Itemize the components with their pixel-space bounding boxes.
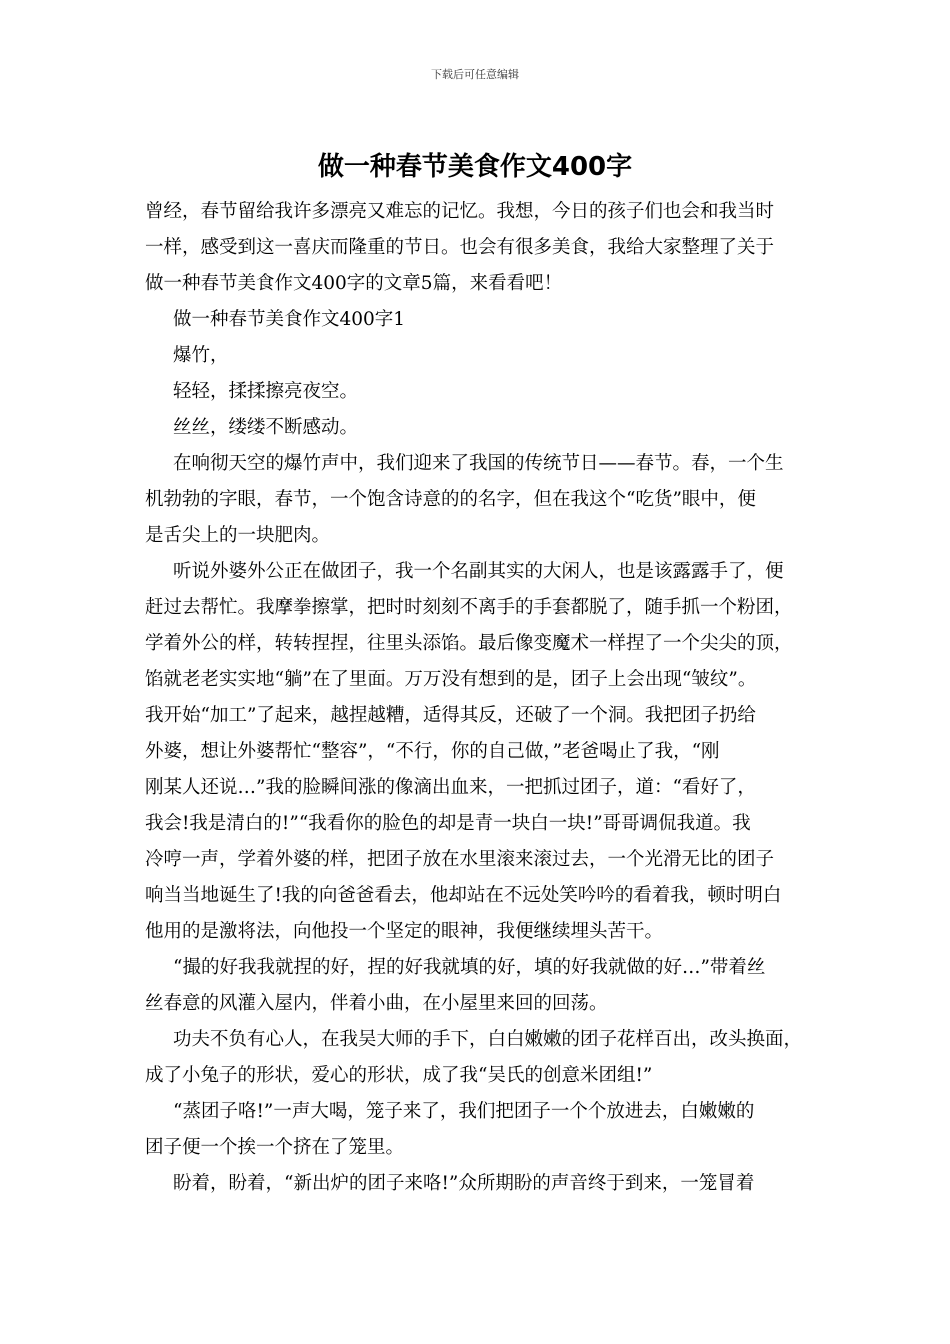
text-line: 团子便一个挨一个挤在了笼里。: [145, 1137, 405, 1158]
text-line: 成了小兔子的形状，爱心的形状，成了我“吴氏的创意米团组!”: [145, 1065, 653, 1086]
text-line: 他用的是激将法，向他投一个坚定的眼神，我便继续埋头苦干。: [145, 921, 664, 942]
text-line: 听说外婆外公正在做团子，我一个名副其实的大闲人，也是该露露手了，便: [173, 561, 784, 582]
text-line: 学着外公的样，转转捏捏，往里头添馅。最后像变魔术一样捏了一个尖尖的顶，: [145, 633, 793, 654]
document-body: [145, 194, 819, 1202]
text-line: 丝春意的风灌入屋内，伴着小曲，在小屋里来回的回荡。: [145, 993, 608, 1014]
text-line: 丝丝，缕缕不断感动。: [173, 417, 359, 438]
text-line: 赶过去帮忙。我摩拳擦掌，把时时刻刻不离手的手套都脱了，随手抓一个粉团，: [145, 597, 793, 618]
text-line: 曾经，春节留给我许多漂亮又难忘的记忆。我想，今日的孩子们也会和我当时: [145, 201, 775, 222]
text-line: 做一种春节美食作文400字的文章5篇，来看看吧！: [145, 273, 563, 294]
text-line: 我会!我是清白的!”“我看你的脸色的却是青一块白一块!”哥哥调侃我道。我: [145, 813, 751, 834]
text-line: 我开始“加工”了起来，越捏越糟，适得其反，还破了一个洞。我把团子扔给: [145, 705, 756, 726]
text-line: “撮的好我我就捏的好，捏的好我就填的好，填的好我就做的好…”带着丝: [173, 957, 766, 978]
text-line: 一样，感受到这一喜庆而隆重的节日。也会有很多美食，我给大家整理了关于: [145, 237, 775, 258]
text-line: 功夫不负有心人，在我吴大师的手下，白白嫩嫩的团子花样百出，改头换面，: [173, 1029, 803, 1050]
text-line: 刚某人还说…”我的脸瞬间涨的像滴出血来，一把抓过团子，道：“看好了，: [145, 777, 756, 798]
text-line: 爆竹，: [173, 345, 229, 366]
text-line: 响当当地诞生了!我的向爸爸看去，他却站在不远处笑吟吟的看着我，顿时明白: [145, 885, 782, 906]
text-line: 做一种春节美食作文400字1: [173, 309, 406, 330]
text-line: “蒸团子咯!”一声大喝，笼子来了，我们把团子一个个放进去，白嫩嫩的: [173, 1101, 755, 1122]
text-line: 在响彻天空的爆竹声中，我们迎来了我国的传统节日——春节。春，一个生: [173, 453, 784, 474]
text-line: 冷哼一声，学着外婆的样，把团子放在水里滚来滚过去，一个光滑无比的团子: [145, 849, 775, 870]
text-line: 外婆，想让外婆帮忙“整容”，“不行，你的自己做，”老爸喝止了我，“刚: [145, 741, 720, 762]
text-line: 机勃勃的字眼，春节，一个饱含诗意的的名字，但在我这个“吃货”眼中，便: [145, 489, 756, 510]
document-title: 做一种春节美食作文400字: [317, 152, 633, 182]
text-line: 馅就老老实实地“躺”在了里面。万万没有想到的是，团子上会出现“皱纹”。: [145, 669, 757, 690]
page-header-note: 下载后可任意编辑: [431, 68, 519, 81]
text-line: 是舌尖上的一块肥肉。: [145, 525, 331, 546]
text-line: 盼着，盼着，“新出炉的团子来咯!”众所期盼的声音终于到来，一笼冒着: [173, 1173, 755, 1194]
text-line: 轻轻，揉揉擦亮夜空。: [173, 381, 359, 402]
